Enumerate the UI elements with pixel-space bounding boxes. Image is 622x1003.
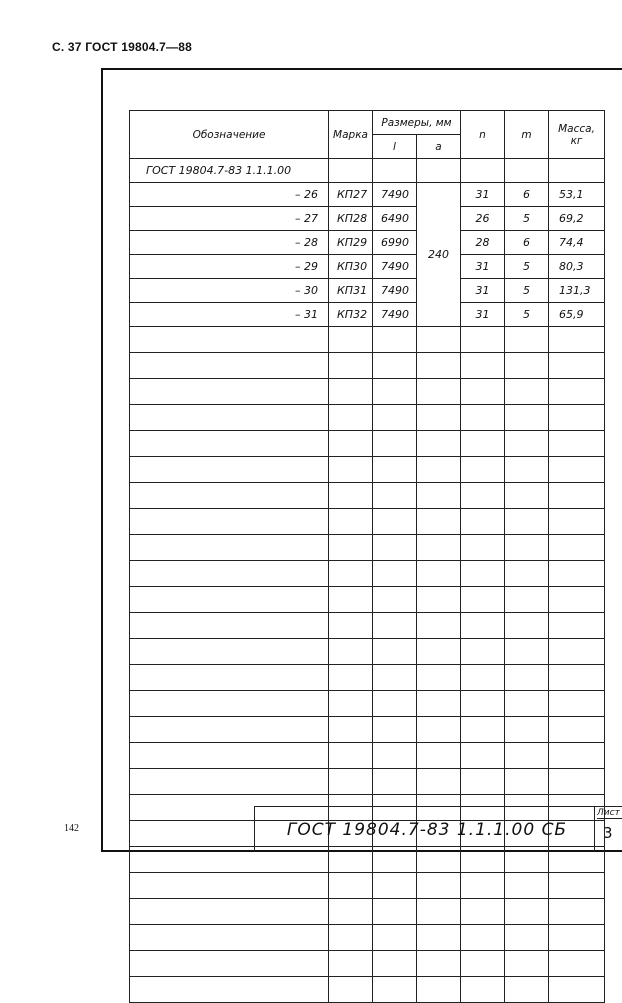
empty-cell — [461, 925, 505, 951]
empty-cell — [373, 691, 417, 717]
cell-m: 5 — [505, 207, 549, 231]
header-designation: Обозначение — [130, 111, 329, 159]
empty-cell — [549, 639, 605, 665]
cell-l — [373, 159, 417, 183]
cell-n: 31 — [461, 183, 505, 207]
cell-m: 5 — [505, 303, 549, 327]
empty-cell — [130, 951, 329, 977]
empty-cell — [373, 899, 417, 925]
empty-cell — [373, 743, 417, 769]
empty-cell — [549, 561, 605, 587]
empty-row — [130, 405, 605, 431]
empty-cell — [505, 925, 549, 951]
empty-cell — [461, 639, 505, 665]
table-row — [130, 303, 605, 327]
empty-row — [130, 561, 605, 587]
empty-cell — [549, 977, 605, 1003]
empty-cell — [373, 509, 417, 535]
cell-designation: – 27 — [130, 207, 329, 231]
cell-n: 26 — [461, 207, 505, 231]
empty-cell — [130, 639, 329, 665]
empty-cell — [549, 509, 605, 535]
empty-cell — [329, 691, 373, 717]
cell-designation: – 29 — [130, 255, 329, 279]
empty-cell — [461, 769, 505, 795]
empty-cell — [417, 951, 461, 977]
cell-n — [461, 159, 505, 183]
cell-mass: 131,3 — [549, 279, 605, 303]
empty-cell — [549, 925, 605, 951]
empty-cell — [130, 977, 329, 1003]
sheet-number: 3 — [603, 824, 613, 842]
empty-row — [130, 587, 605, 613]
empty-cell — [549, 613, 605, 639]
empty-cell — [329, 613, 373, 639]
empty-row — [130, 353, 605, 379]
empty-cell — [417, 587, 461, 613]
empty-cell — [417, 561, 461, 587]
empty-row — [130, 613, 605, 639]
empty-cell — [505, 431, 549, 457]
empty-cell — [417, 405, 461, 431]
empty-cell — [549, 743, 605, 769]
empty-cell — [461, 613, 505, 639]
cell-mass: 65,9 — [549, 303, 605, 327]
empty-cell — [549, 873, 605, 899]
empty-cell — [329, 769, 373, 795]
empty-cell — [329, 925, 373, 951]
header-dimensions: Размеры, мм — [373, 111, 461, 135]
empty-cell — [549, 379, 605, 405]
cell-m: 6 — [505, 231, 549, 255]
header-n: n — [461, 111, 505, 159]
cell-mass — [549, 159, 605, 183]
empty-cell — [373, 535, 417, 561]
empty-cell — [417, 509, 461, 535]
cell-designation: – 30 — [130, 279, 329, 303]
empty-cell — [417, 379, 461, 405]
empty-cell — [329, 665, 373, 691]
empty-cell — [373, 353, 417, 379]
empty-cell — [130, 379, 329, 405]
empty-cell — [505, 587, 549, 613]
empty-cell — [329, 977, 373, 1003]
cell-l: 7490 — [373, 279, 417, 303]
empty-cell — [130, 353, 329, 379]
empty-cell — [461, 327, 505, 353]
empty-row — [130, 717, 605, 743]
empty-cell — [461, 561, 505, 587]
empty-row — [130, 899, 605, 925]
empty-cell — [329, 431, 373, 457]
empty-cell — [373, 873, 417, 899]
title-block: ГОСТ 19804.7-83 1.1.1.00 СБ — [254, 806, 599, 852]
empty-cell — [549, 899, 605, 925]
empty-cell — [417, 353, 461, 379]
table-row — [130, 255, 605, 279]
cell-l: 6990 — [373, 231, 417, 255]
empty-cell — [461, 509, 505, 535]
cell-designation: – 31 — [130, 303, 329, 327]
empty-row — [130, 535, 605, 561]
empty-cell — [329, 483, 373, 509]
empty-row — [130, 457, 605, 483]
empty-cell — [505, 769, 549, 795]
empty-cell — [373, 665, 417, 691]
empty-cell — [461, 951, 505, 977]
empty-cell — [461, 977, 505, 1003]
empty-cell — [549, 405, 605, 431]
cell-l: 6490 — [373, 207, 417, 231]
empty-row — [130, 873, 605, 899]
empty-cell — [417, 639, 461, 665]
header-mark: Марка — [329, 111, 373, 159]
empty-cell — [505, 535, 549, 561]
cell-l: 7490 — [373, 303, 417, 327]
empty-cell — [505, 457, 549, 483]
cell-n: 31 — [461, 279, 505, 303]
cell-mass: 69,2 — [549, 207, 605, 231]
empty-cell — [549, 717, 605, 743]
empty-cell — [373, 327, 417, 353]
page-header: С. 37 ГОСТ 19804.7—88 — [52, 40, 192, 54]
sheet-cell — [594, 806, 622, 852]
empty-cell — [130, 925, 329, 951]
header-a: а — [417, 135, 461, 159]
empty-cell — [130, 561, 329, 587]
empty-cell — [130, 535, 329, 561]
empty-cell — [461, 405, 505, 431]
cell-designation: – 28 — [130, 231, 329, 255]
empty-cell — [505, 951, 549, 977]
empty-cell — [130, 483, 329, 509]
cell-mass: 53,1 — [549, 183, 605, 207]
empty-row — [130, 639, 605, 665]
empty-row — [130, 483, 605, 509]
empty-row — [130, 431, 605, 457]
table-row-base — [130, 159, 605, 183]
empty-cell — [505, 405, 549, 431]
empty-cell — [130, 691, 329, 717]
empty-row — [130, 379, 605, 405]
empty-cell — [417, 691, 461, 717]
empty-cell — [549, 665, 605, 691]
empty-cell — [549, 951, 605, 977]
empty-cell — [130, 509, 329, 535]
empty-cell — [505, 639, 549, 665]
empty-row — [130, 665, 605, 691]
empty-row — [130, 327, 605, 353]
empty-cell — [461, 899, 505, 925]
page-number: 142 — [64, 823, 79, 834]
empty-cell — [505, 717, 549, 743]
cell-mark: КП27 — [329, 183, 373, 207]
header-l: l — [373, 135, 417, 159]
empty-cell — [505, 977, 549, 1003]
cell-m: 5 — [505, 255, 549, 279]
empty-cell — [505, 353, 549, 379]
empty-cell — [329, 353, 373, 379]
cell-designation: ГОСТ 19804.7-83 1.1.1.00 — [130, 159, 329, 183]
cell-mark: КП28 — [329, 207, 373, 231]
empty-row — [130, 509, 605, 535]
empty-cell — [329, 717, 373, 743]
table-row — [130, 279, 605, 303]
empty-cell — [130, 587, 329, 613]
empty-cell — [505, 509, 549, 535]
empty-row — [130, 925, 605, 951]
empty-cell — [549, 483, 605, 509]
table-row — [130, 207, 605, 231]
empty-cell — [417, 873, 461, 899]
empty-cell — [130, 457, 329, 483]
empty-cell — [373, 431, 417, 457]
cell-a: 240 — [417, 183, 461, 327]
empty-cell — [329, 639, 373, 665]
empty-cell — [549, 535, 605, 561]
empty-cell — [130, 717, 329, 743]
empty-cell — [373, 769, 417, 795]
empty-cell — [505, 613, 549, 639]
empty-cell — [461, 587, 505, 613]
empty-cell — [461, 691, 505, 717]
empty-cell — [329, 509, 373, 535]
empty-cell — [461, 483, 505, 509]
empty-cell — [329, 587, 373, 613]
empty-cell — [417, 743, 461, 769]
empty-cell — [373, 457, 417, 483]
empty-cell — [461, 353, 505, 379]
empty-cell — [461, 457, 505, 483]
empty-row — [130, 977, 605, 1003]
empty-cell — [417, 717, 461, 743]
empty-cell — [130, 769, 329, 795]
empty-cell — [329, 327, 373, 353]
empty-cell — [130, 665, 329, 691]
sheet-label: Лист — [597, 808, 622, 819]
empty-cell — [461, 535, 505, 561]
empty-row — [130, 951, 605, 977]
cell-a — [417, 159, 461, 183]
empty-cell — [461, 743, 505, 769]
empty-cell — [505, 873, 549, 899]
cell-n: 31 — [461, 255, 505, 279]
empty-cell — [505, 743, 549, 769]
empty-cell — [373, 379, 417, 405]
empty-cell — [417, 925, 461, 951]
empty-cell — [461, 873, 505, 899]
cell-mass: 74,4 — [549, 231, 605, 255]
empty-cell — [329, 951, 373, 977]
empty-cell — [417, 899, 461, 925]
cell-mark: КП30 — [329, 255, 373, 279]
empty-cell — [549, 353, 605, 379]
cell-mass: 80,3 — [549, 255, 605, 279]
empty-cell — [130, 873, 329, 899]
empty-cell — [373, 717, 417, 743]
empty-cell — [549, 691, 605, 717]
empty-row — [130, 691, 605, 717]
empty-cell — [130, 899, 329, 925]
empty-cell — [417, 613, 461, 639]
empty-row — [130, 743, 605, 769]
empty-cell — [417, 457, 461, 483]
empty-cell — [461, 379, 505, 405]
empty-cell — [373, 587, 417, 613]
empty-cell — [373, 925, 417, 951]
empty-cell — [329, 899, 373, 925]
empty-cell — [505, 899, 549, 925]
empty-cell — [130, 431, 329, 457]
empty-cell — [329, 873, 373, 899]
cell-n: 28 — [461, 231, 505, 255]
cell-m: 5 — [505, 279, 549, 303]
empty-cell — [505, 327, 549, 353]
empty-cell — [505, 379, 549, 405]
empty-cell — [329, 379, 373, 405]
specification-table — [129, 110, 605, 1003]
empty-cell — [329, 561, 373, 587]
empty-cell — [461, 665, 505, 691]
header-mass: Масса, кг — [549, 111, 605, 159]
empty-cell — [373, 613, 417, 639]
empty-cell — [417, 483, 461, 509]
empty-cell — [505, 483, 549, 509]
empty-cell — [130, 405, 329, 431]
empty-cell — [549, 457, 605, 483]
empty-cell — [505, 691, 549, 717]
table-row — [130, 183, 605, 207]
empty-cell — [417, 327, 461, 353]
table-row — [130, 231, 605, 255]
cell-m — [505, 159, 549, 183]
empty-cell — [329, 743, 373, 769]
header-m: m — [505, 111, 549, 159]
cell-mark: КП29 — [329, 231, 373, 255]
cell-l: 7490 — [373, 255, 417, 279]
empty-cell — [373, 639, 417, 665]
empty-row — [130, 769, 605, 795]
empty-cell — [505, 561, 549, 587]
empty-cell — [461, 431, 505, 457]
empty-cell — [373, 977, 417, 1003]
empty-cell — [373, 483, 417, 509]
cell-mark: КП32 — [329, 303, 373, 327]
empty-cell — [549, 587, 605, 613]
table-body — [130, 159, 605, 1003]
empty-cell — [329, 457, 373, 483]
empty-cell — [130, 613, 329, 639]
empty-cell — [329, 535, 373, 561]
empty-cell — [417, 535, 461, 561]
cell-designation: – 26 — [130, 183, 329, 207]
empty-cell — [417, 769, 461, 795]
cell-n: 31 — [461, 303, 505, 327]
empty-cell — [130, 743, 329, 769]
empty-cell — [461, 717, 505, 743]
cell-m: 6 — [505, 183, 549, 207]
cell-l: 7490 — [373, 183, 417, 207]
empty-cell — [130, 327, 329, 353]
empty-cell — [549, 431, 605, 457]
empty-cell — [373, 561, 417, 587]
empty-cell — [417, 665, 461, 691]
empty-cell — [329, 405, 373, 431]
empty-cell — [549, 327, 605, 353]
empty-cell — [373, 405, 417, 431]
empty-cell — [549, 769, 605, 795]
empty-cell — [373, 951, 417, 977]
cell-mark — [329, 159, 373, 183]
empty-cell — [417, 431, 461, 457]
cell-mark: КП31 — [329, 279, 373, 303]
empty-cell — [505, 665, 549, 691]
empty-cell — [417, 977, 461, 1003]
